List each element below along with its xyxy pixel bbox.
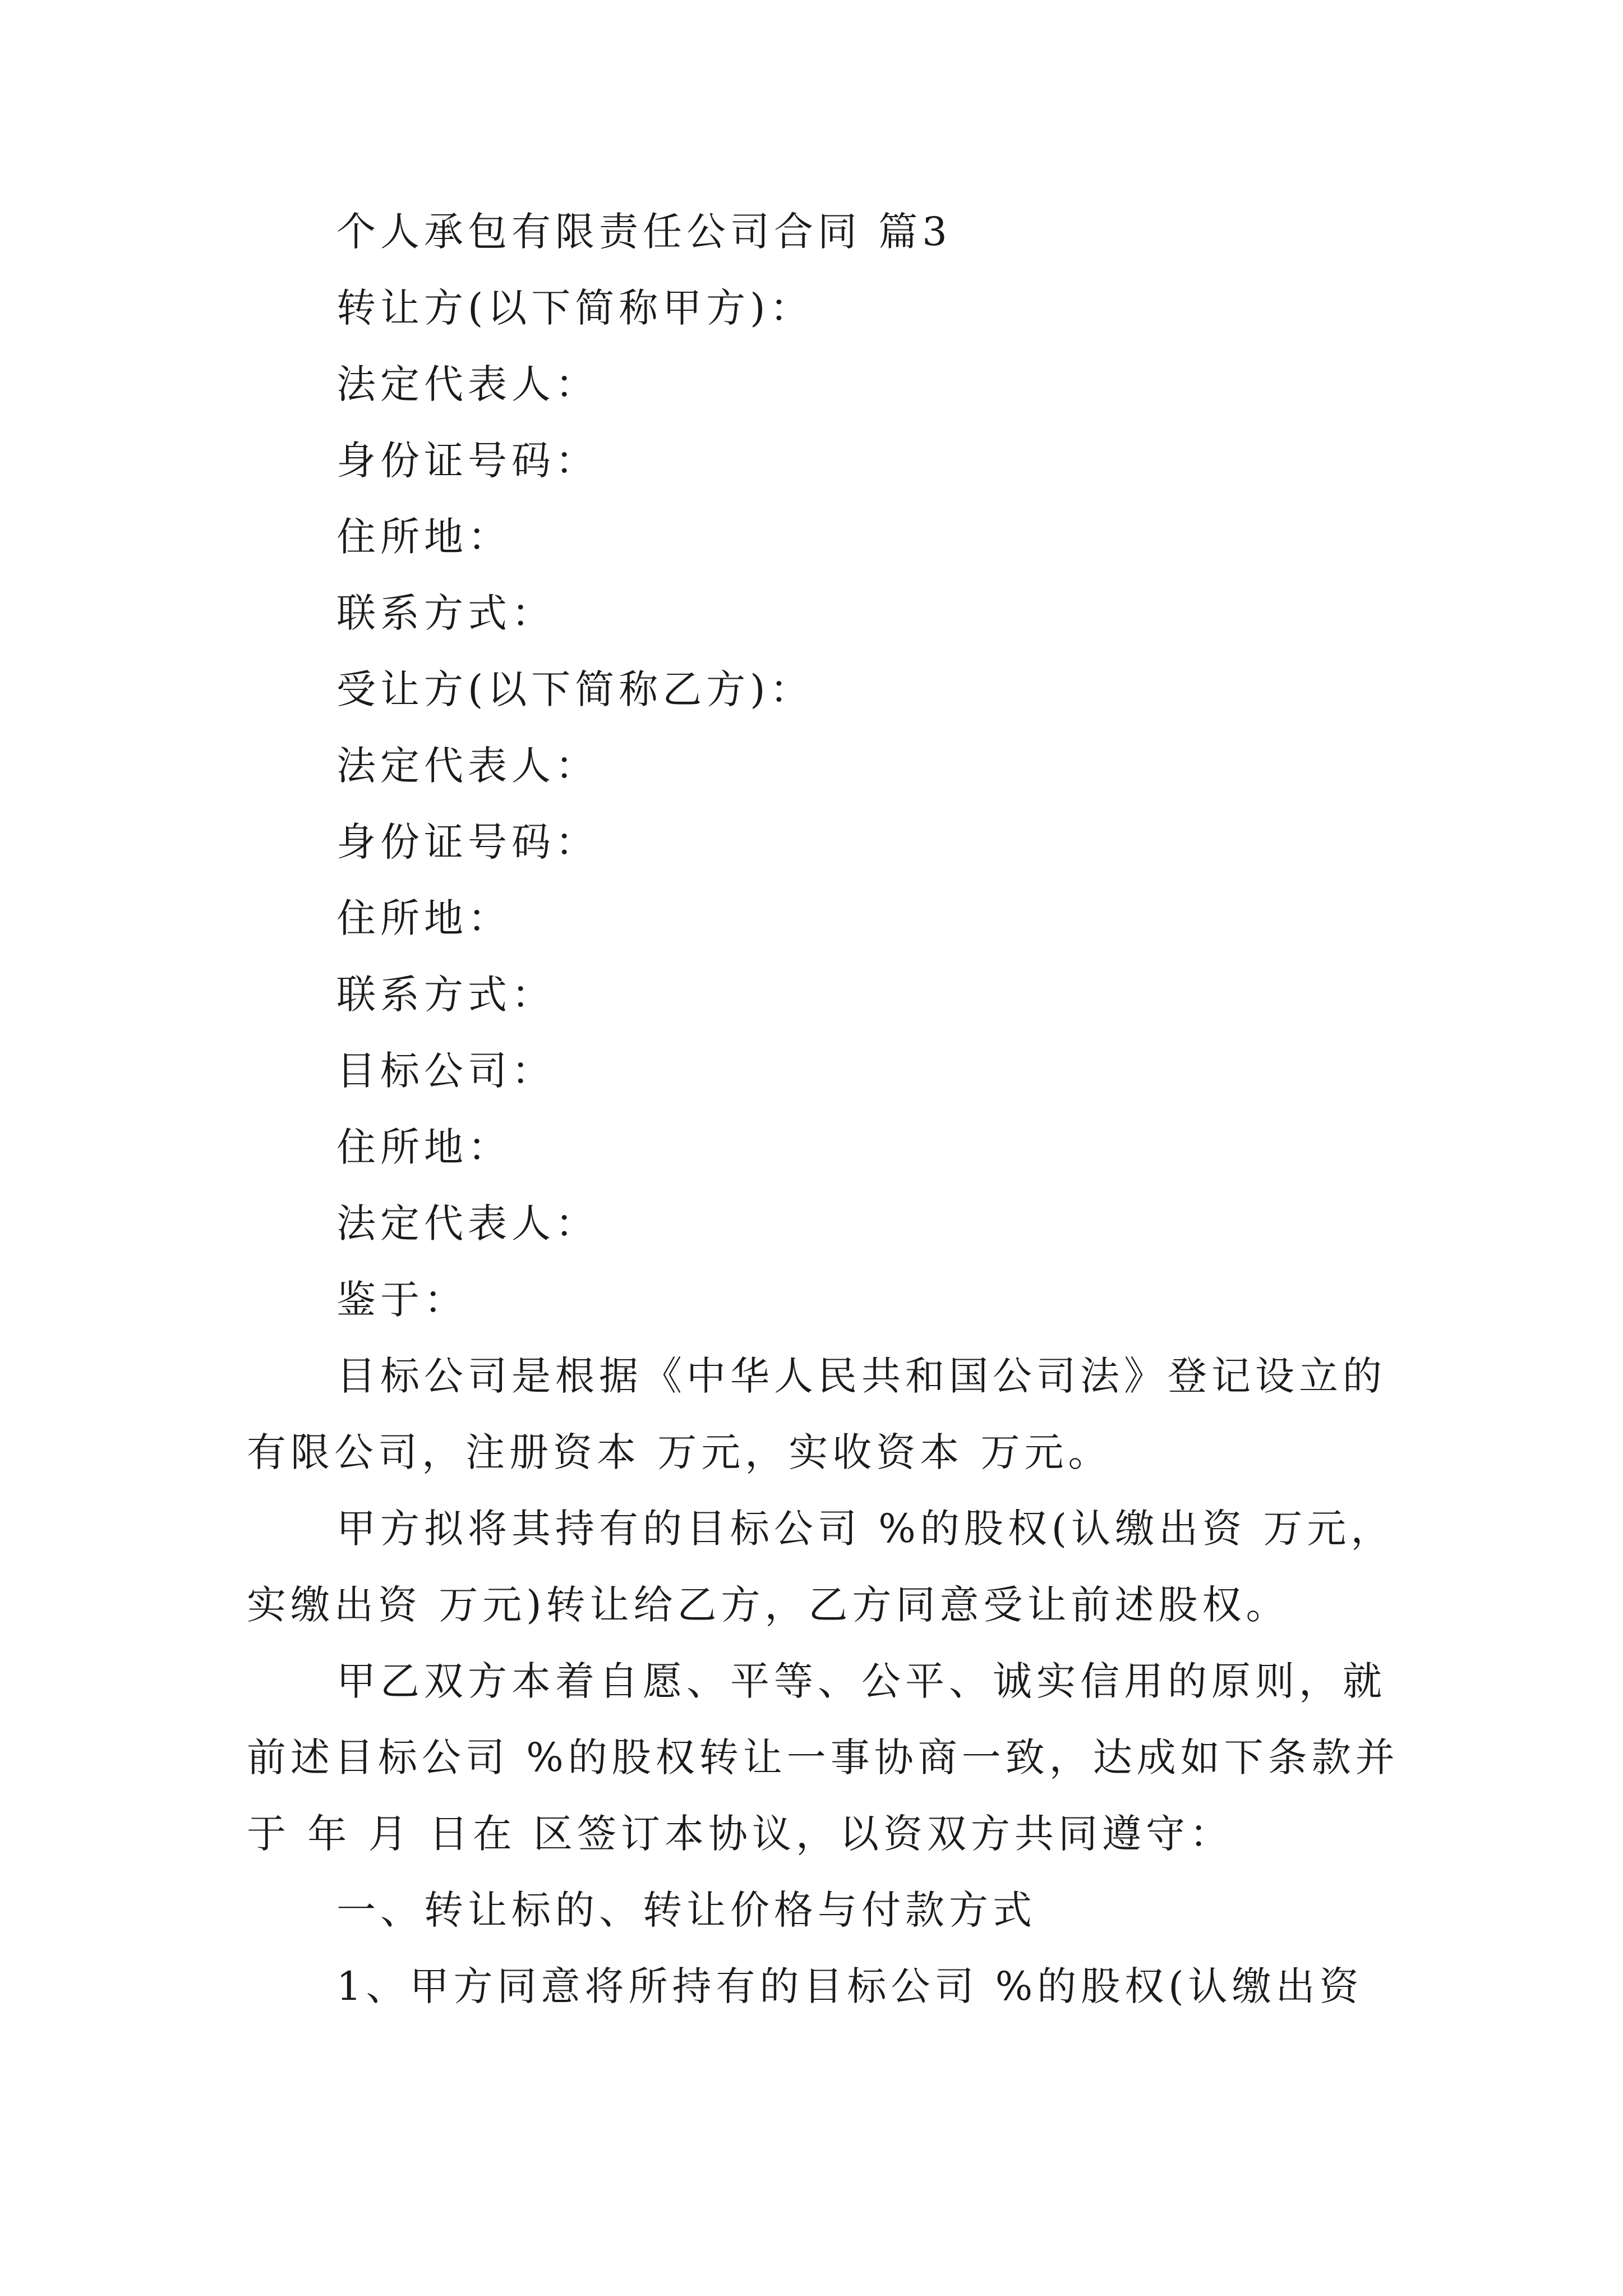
- transferee-legal-rep: 法定代表人：: [336, 743, 599, 789]
- transferor-contact: 联系方式：: [336, 590, 555, 636]
- transferee-contact: 联系方式：: [336, 972, 555, 1018]
- transferor-address: 住所地：: [336, 514, 511, 560]
- paragraph-line: 甲方拟将其持有的目标公司 %的股权(认缴出资 万元，: [336, 1506, 1395, 1552]
- paragraph-line: 有限公司，注册资本 万元，实收资本 万元。: [247, 1429, 1112, 1475]
- paragraph-line: 实缴出资 万元)转让给乙方，乙方同意受让前述股权。: [247, 1582, 1290, 1628]
- paragraph-line: 目标公司是根据《中华人民共和国公司法》登记设立的: [336, 1353, 1386, 1399]
- paragraph-line: 甲乙双方本着自愿、平等、公平、诚实信用的原则，就: [336, 1658, 1386, 1704]
- target-company-legal-rep: 法定代表人：: [336, 1200, 599, 1246]
- paragraph-line: 前述目标公司 %的股权转让一事协商一致，达成如下条款并: [247, 1734, 1399, 1780]
- transferor-heading: 转让方(以下简称甲方)：: [336, 285, 814, 331]
- section-heading: 一、转让标的、转让价格与付款方式: [336, 1887, 1036, 1933]
- whereas-heading: 鉴于：: [336, 1277, 468, 1323]
- target-company-address: 住所地：: [336, 1124, 511, 1170]
- transferor-legal-rep: 法定代表人：: [336, 361, 599, 407]
- clause-line: 1、甲方同意将所持有的目标公司 %的股权(认缴出资: [336, 1963, 1363, 2009]
- document-body: [247, 194, 1399, 2024]
- paragraph-line: 于 年 月 日在 区签订本协议，以资双方共同遵守：: [247, 1811, 1234, 1857]
- transferee-address: 住所地：: [336, 895, 511, 941]
- document-title: 个人承包有限责任公司合同 篇3: [336, 209, 952, 255]
- transferee-heading: 受让方(以下简称乙方)：: [336, 666, 814, 712]
- transferee-id-number: 身份证号码：: [336, 819, 599, 865]
- target-company: 目标公司：: [336, 1048, 555, 1094]
- transferor-id-number: 身份证号码：: [336, 438, 599, 484]
